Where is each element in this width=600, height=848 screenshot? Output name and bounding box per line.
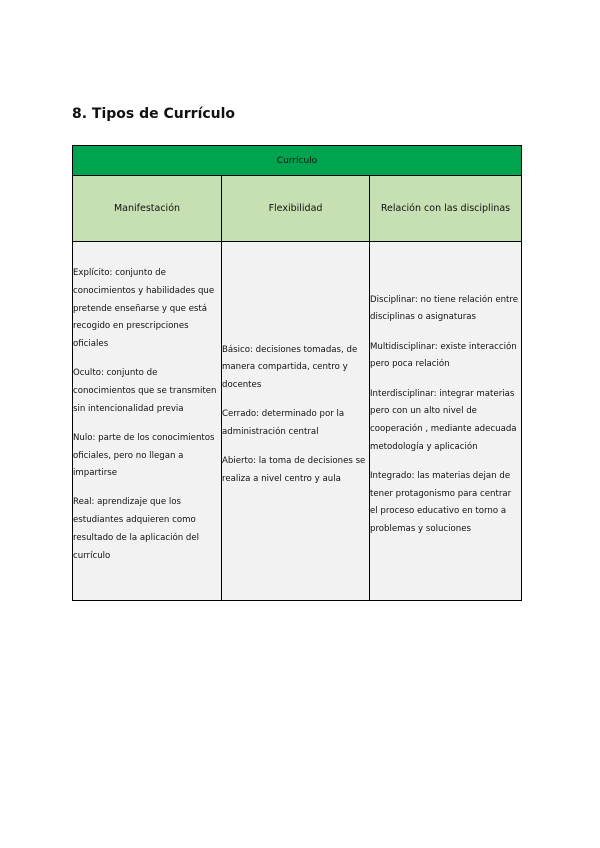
table-title-row — [73, 146, 522, 176]
table-body-row — [73, 242, 522, 601]
list-item-interdisciplinar: Interdisciplinar: integrar materias pero con un alto nivel de cooperación , mediante adecuada metodología y aplicación — [370, 388, 517, 452]
list-item-basico: Básico: decisiones tomadas, de manera compartida, centro y docentes — [222, 344, 358, 391]
column-cell-flexibilidad — [222, 242, 370, 601]
list-item-real: Real: aprendizaje que los estudiantes adquieren como resultado de la aplicación del currículo — [73, 497, 200, 561]
column-header-relacion-disciplinas: Relación con las disciplinas — [370, 176, 522, 242]
list-item-explicito: Explícito: conjunto de conocimientos y habilidades que pretende enseñarse y que está recogido en prescripciones oficiales — [73, 268, 215, 350]
column-header-flexibilidad: Flexibilidad — [222, 176, 370, 242]
list-item-cerrado: Cerrado: determinado por la administración central — [222, 409, 345, 438]
column-cell-relacion-disciplinas — [370, 242, 522, 601]
column-header-manifestacion: Manifestación — [73, 176, 222, 242]
curriculum-types-table — [72, 145, 522, 601]
section-heading: 8. Tipos de Currículo — [72, 106, 236, 122]
table-header-row — [73, 176, 522, 242]
table-title: Currículo — [73, 146, 522, 176]
list-item-oculto: Oculto: conjunto de conocimientos que se transmiten sin intencionalidad previa — [73, 368, 217, 414]
list-item-disciplinar: Disciplinar: no tiene relación entre disciplinas o asignaturas — [370, 294, 519, 323]
list-item-multidisciplinar: Multidisciplinar: existe interacción pero poca relación — [370, 341, 517, 370]
column-cell-manifestacion — [73, 242, 222, 601]
list-item-integrado: Integrado: las materias dejan de tener protagonismo para centrar el proceso educativo en torno a problemas y soluciones — [370, 470, 512, 535]
list-item-abierto: Abierto: la toma de decisiones se realiza a nivel centro y aula — [222, 456, 366, 484]
list-item-nulo: Nulo: parte de los conocimientos oficiales, pero no llegan a impartirse — [73, 432, 215, 479]
